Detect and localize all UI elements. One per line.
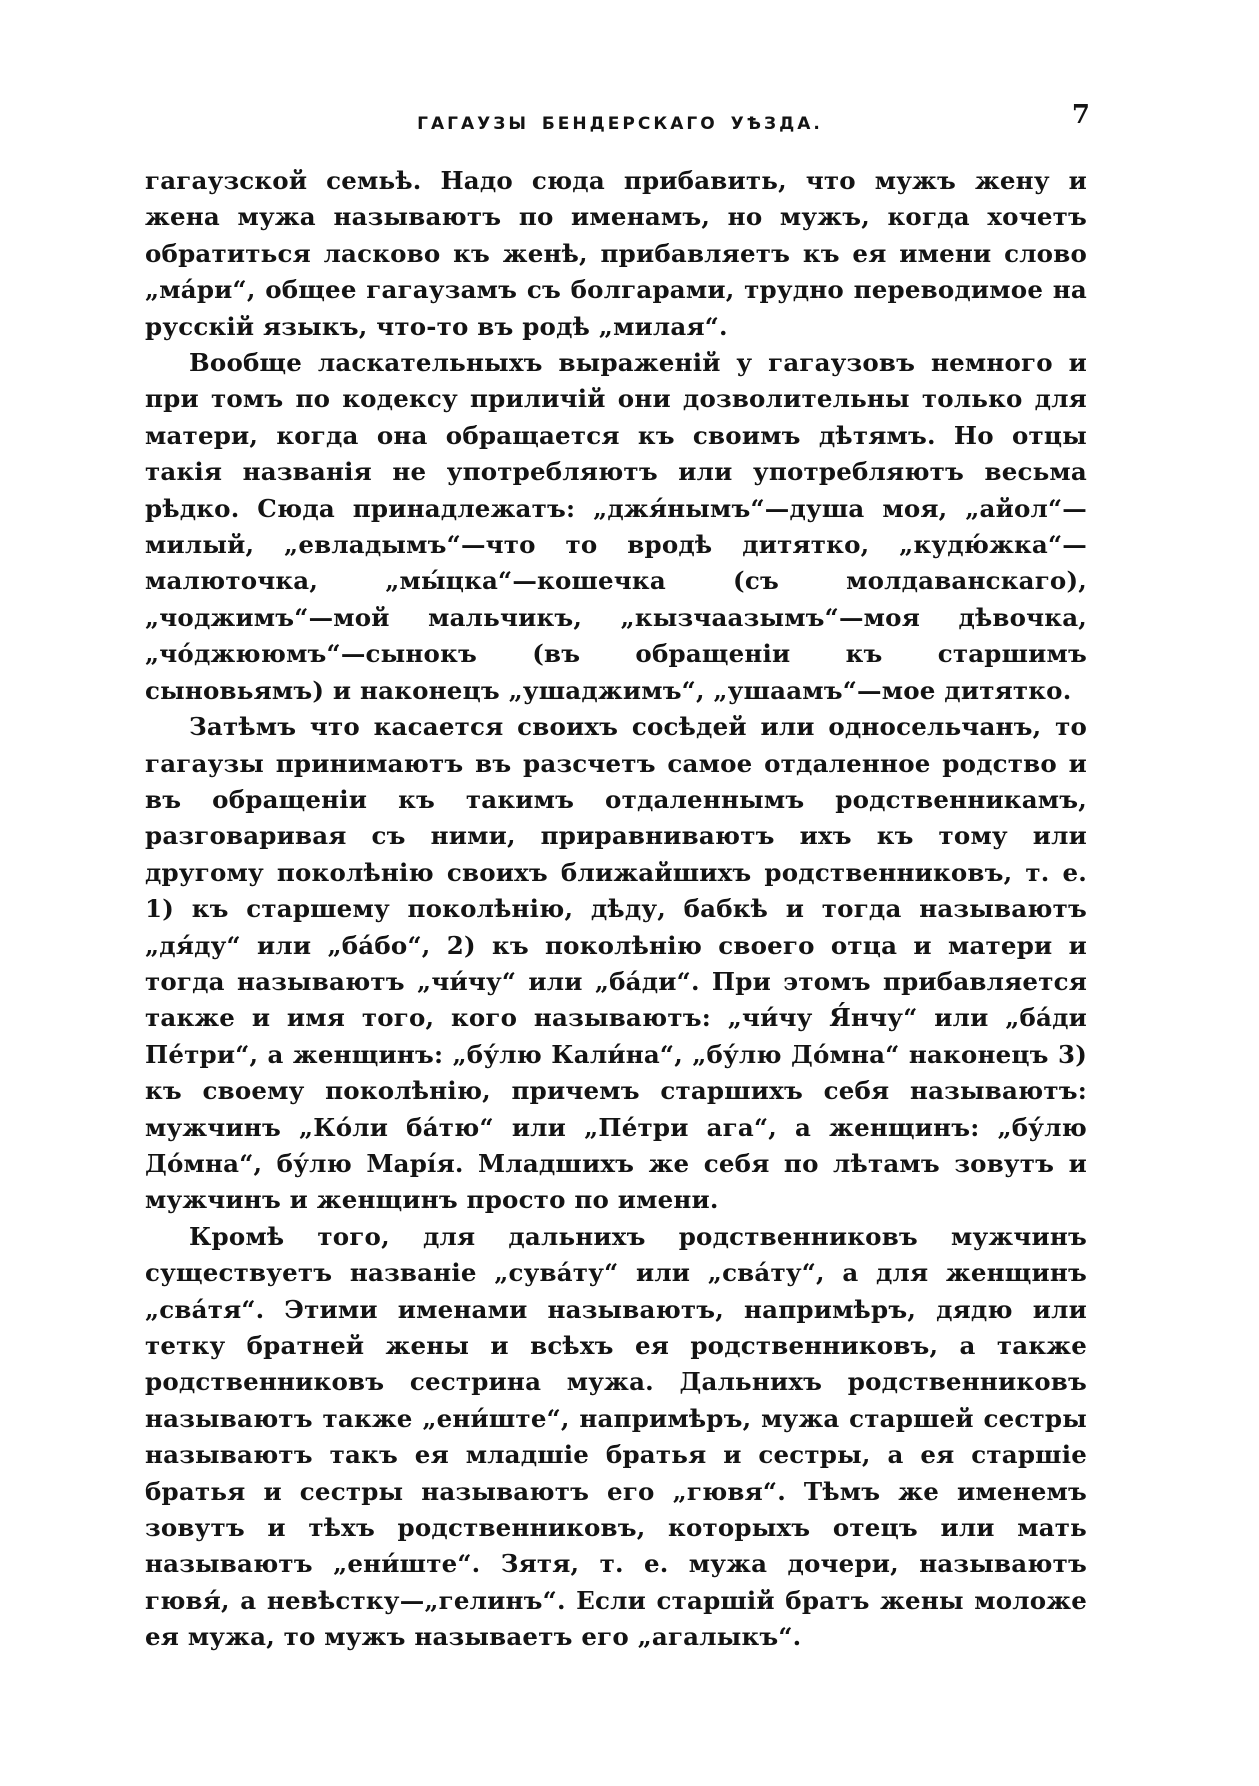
paragraph-distant-relatives: Кромѣ того, для дальнихъ родственниковъ мужчинъ существуетъ названіе „сува́ту“ или „сва́ту“, а для женщинъ „сва́тя“. Этими именами называютъ, напримѣръ, дядю или тетку братней жены и всѣхъ ея родственниковъ, а также родственниковъ сестрина мужа. Дальнихъ родственниковъ называютъ также „ени́ште“, напримѣръ, мужа старшей сестры называютъ такъ ея младшіе братья и сестры, а ея старшіе братья и сестры называютъ его „гювя“. Тѣмъ же именемъ зовутъ и тѣхъ родственниковъ, которыхъ отецъ или мать называютъ „ени́ште“. Зятя, т. е. мужа дочери, называютъ гювя́, а невѣстку—„гелинъ“. Если старшій братъ жены моложе ея мужа, то мужъ называетъ его „агалыкъ“. (145, 1221, 1087, 1652)
paragraph-continuation: гагаузской семьѣ. Надо сюда прибавить, что мужъ жену и жена мужа называютъ по именамъ, но мужъ, когда хочетъ обратиться ласково къ женѣ, прибавляетъ къ ея имени слово „мáри“, общее гагаузамъ съ болгарами, трудно переводимое на русскій языкъ, что-то въ родѣ „милая“. (145, 166, 1087, 341)
paragraph-endearments: Вообще ласкательныхъ выраженій у гагаузовъ немного и при томъ по кодексу приличій они дозволительны только для матери, когда она обращается къ своимъ дѣтямъ. Но отцы такія названія не употребляютъ или употребляютъ весьма рѣдко. Сюда принадлежатъ: „джя́нымъ“—душа моя, „айол“—милый, „евладымъ“—что то вродѣ дитятко, „кудю́жка“—малюточка, „мы́цка“—кошечка (съ молдаванскаго), „чоджимъ“—мой мальчикъ, „кызчаазымъ“—моя дѣвочка, „чо́джююмъ“—сынокъ (въ обращеніи къ старшимъ сыновьямъ) и наконецъ „ушаджимъ“, „ушаамъ“—мое дитятко. (145, 348, 1087, 705)
body-text (145, 163, 1087, 1656)
paragraph-neighbors: Затѣмъ что касается своихъ сосѣдей или односельчанъ, то гагаузы принимаютъ въ разсчетъ самое отдаленное родство и въ обращеніи къ такимъ отдаленнымъ родственникамъ, разговаривая съ ними, приравниваютъ ихъ къ тому или другому поколѣнію своихъ ближайшихъ родственниковъ, т. е. 1) къ старшему поколѣнію, дѣду, бабкѣ и тогда называютъ „дя́ду“ или „ба́бо“, 2) къ поколѣнію своего отца и матери и тогда называютъ „чи́чу“ или „ба́ди“. При этомъ прибавляется также и имя того, кого называютъ: „чи́чу Я́нчу“ или „ба́ди Пе́три“, а женщинъ: „бу́лю Кали́на“, „бу́лю До́мна“ наконецъ 3) къ своему поколѣнію, причемъ старшихъ себя называютъ: мужчинъ „Ко́ли ба́тю“ или „Пе́три ага“, а женщинъ: „бу́лю До́мна“, бу́лю Марі́я. Младшихъ же себя по лѣтамъ зовутъ и мужчинъ и женщинъ просто по имени. (145, 712, 1087, 1215)
running-title: ГАГАУЗЫ БЕНДЕРСКАГО УѢЗДА. (417, 114, 823, 134)
running-head (150, 100, 1090, 140)
page-number: 7 (1071, 100, 1090, 130)
